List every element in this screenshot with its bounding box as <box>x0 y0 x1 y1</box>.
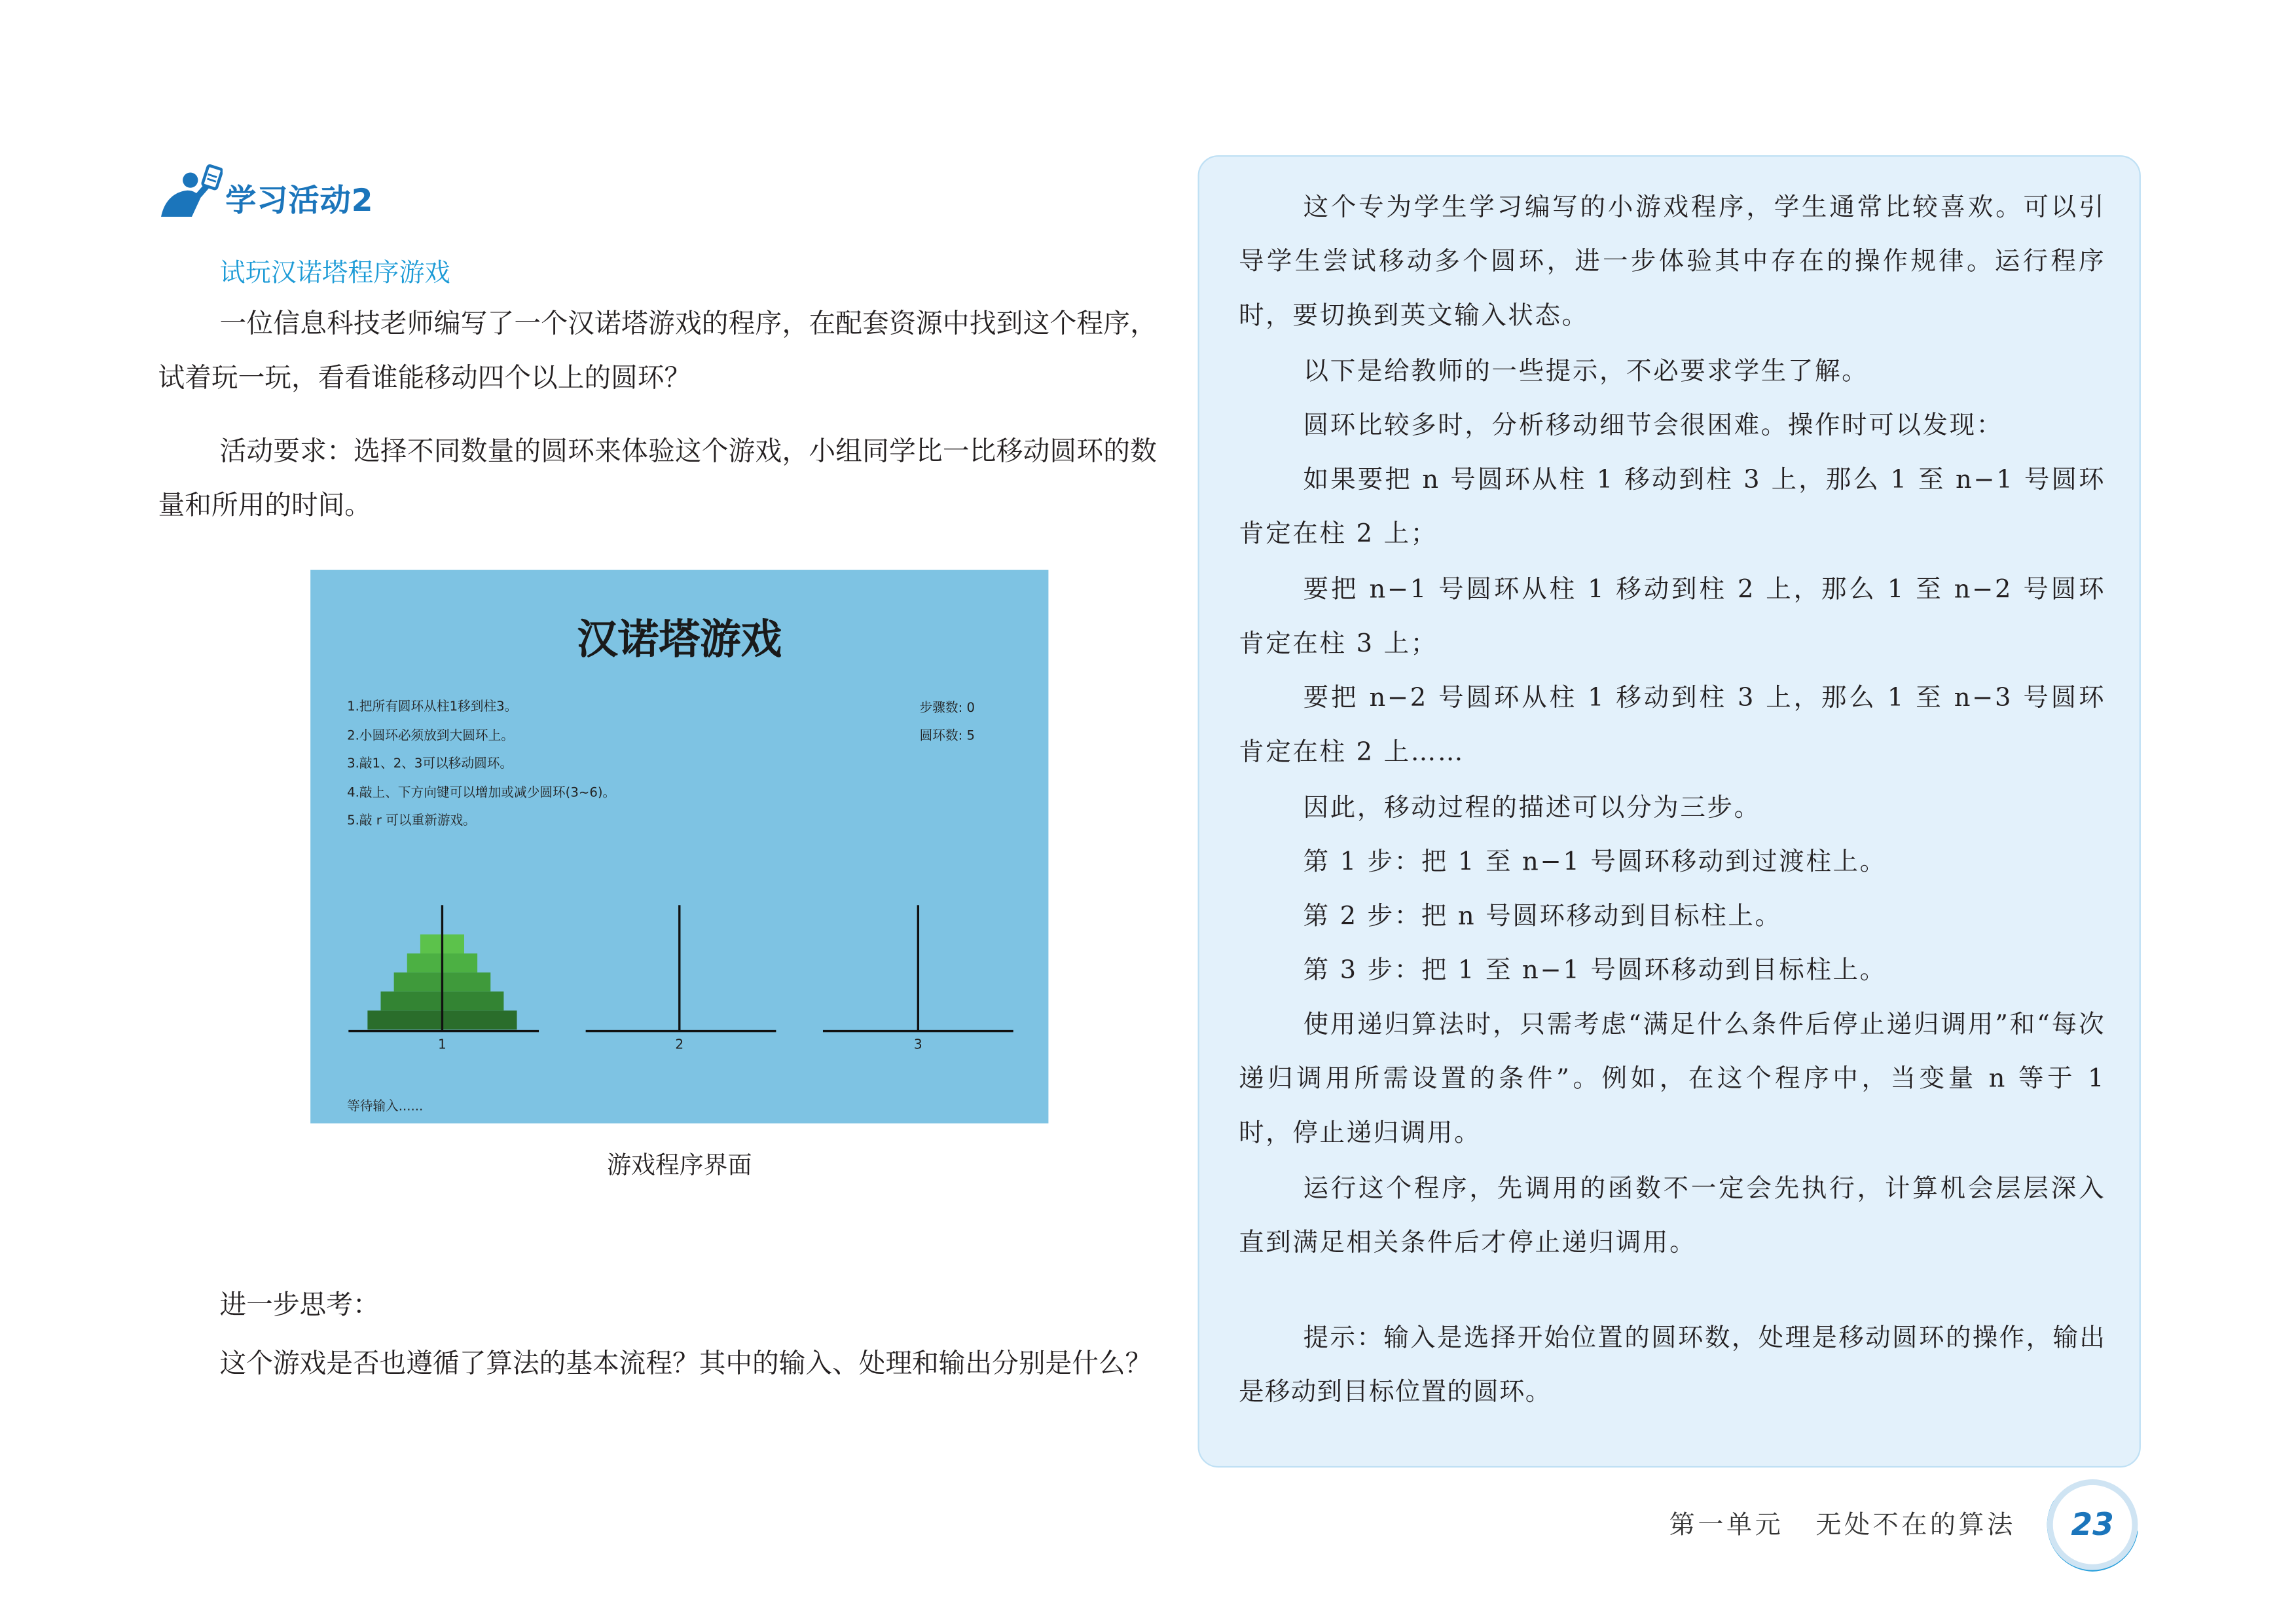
pole-label-1: 1 <box>438 1038 446 1054</box>
note-para-1 <box>1239 181 2105 345</box>
footer-chapter: 无处不在的算法 <box>1815 1511 2016 1541</box>
footer-unit: 第一单元 <box>1669 1511 1784 1541</box>
note-step-1 <box>1239 836 2105 891</box>
think-question-paragraph <box>158 1337 1157 1392</box>
step-counter: 步骤数: 0 <box>919 701 975 716</box>
note-text: 第 2 步：把 n 号圆环移动到目标柱上。 <box>1303 902 1782 932</box>
hanoi-game-screenshot <box>310 570 1048 1123</box>
note-text: 因此，移动过程的描述可以分为三步。 <box>1303 794 1761 823</box>
note-text: 以下是给教师的一些提示，不必要求学生了解。 <box>1303 357 1869 387</box>
figure-caption: 游戏程序界面 <box>607 1151 752 1179</box>
requirement-text: 活动要求：选择不同数量的圆环来体验这个游戏，小组同学比一比移动圆环的数量和所用的时间。 <box>158 436 1157 522</box>
page-number-badge <box>2047 1479 2138 1570</box>
student-activity-icon <box>158 164 223 219</box>
note-text: 这个专为学生学习编写的小游戏程序，学生通常比较喜欢。可以引导学生尝试移动多个圆环，进一步体验其中存在的操作规律。运行程序时，要切换到英文输入状态。 <box>1239 193 2106 332</box>
note-text: 要把 n−2 号圆环从柱 1 移动到柱 3 上，那么 1 至 n−3 号圆环肯定在柱 2 上…… <box>1239 684 2106 768</box>
pole-label-3: 3 <box>913 1038 922 1054</box>
note-text: 使用递归算法时，只需考虑“满足什么条件后停止递归调用”和“每次递归调用所需设置的条件”。例如，在这个程序中，当变量 n 等于 1 时，停止递归调用。 <box>1239 1010 2106 1149</box>
note-text: 要把 n−1 号圆环从柱 1 移动到柱 2 上，那么 1 至 n−2 号圆环肯定在柱 3 上； <box>1239 575 2106 659</box>
note-para-7 <box>1239 782 2105 836</box>
page-number: 23 <box>2071 1507 2114 1543</box>
note-text: 第 1 步：把 1 至 n−1 号圆环移动到过渡柱上。 <box>1303 847 1887 877</box>
note-hint-text: 提示：输入是选择开始位置的圆环数，处理是移动圆环的操作，输出是移动到目标位置的圆环。 <box>1239 1323 2106 1408</box>
note-para-6 <box>1239 673 2105 781</box>
activity-subtitle: 试玩汉诺塔程序游戏 <box>219 259 450 289</box>
page-footer <box>1669 1505 2016 1542</box>
game-rule: 4.敲上、下方向键可以增加或减少圆环(3~6)。 <box>347 785 616 801</box>
note-step-2 <box>1239 891 2105 945</box>
game-rule: 5.敲 r 可以重新游戏。 <box>347 814 476 829</box>
note-hint <box>1239 1312 2105 1421</box>
note-para-5 <box>1239 564 2105 673</box>
note-text: 圆环比较多时，分析移动细节会很困难。操作时可以发现： <box>1303 411 2003 441</box>
game-rule: 3.敲1、2、3可以移动圆环。 <box>347 757 513 772</box>
note-para-execution <box>1239 1163 2105 1272</box>
game-title: 汉诺塔游戏 <box>577 615 782 664</box>
intro-text: 一位信息科技老师编写了一个汉诺塔游戏的程序，在配套资源中找到这个程序，试着玩一玩，看看谁能移动四个以上的圆环？ <box>158 308 1157 394</box>
ring-counter: 圆环数: 5 <box>919 729 975 745</box>
pole-label-2: 2 <box>675 1038 684 1054</box>
note-text: 第 3 步：把 1 至 n−1 号圆环移动到目标柱上。 <box>1303 956 1887 986</box>
note-text: 运行这个程序，先调用的函数不一定会先执行，计算机会层层深入直到满足相关条件后才停止递归调用。 <box>1239 1174 2106 1259</box>
think-question: 这个游戏是否也遵循了算法的基本流程？其中的输入、处理和输出分别是什么？ <box>219 1348 1152 1380</box>
requirement-paragraph <box>158 425 1157 534</box>
game-status: 等待输入...... <box>347 1099 424 1115</box>
intro-paragraph <box>158 297 1157 406</box>
note-para-2 <box>1239 346 2105 400</box>
think-label-paragraph <box>158 1279 1157 1333</box>
think-label: 进一步思考： <box>219 1290 380 1321</box>
game-rule: 2.小圆环必须放到大圆环上。 <box>347 728 514 744</box>
game-rule: 1.把所有圆环从柱1移到柱3。 <box>347 700 518 715</box>
note-para-recursion <box>1239 999 2105 1162</box>
note-para-4 <box>1239 454 2105 563</box>
note-text: 如果要把 n 号圆环从柱 1 移动到柱 3 上，那么 1 至 n−1 号圆环肯定在柱 2 上； <box>1239 466 2106 550</box>
activity-title: 学习活动2 <box>225 183 374 219</box>
note-para-3 <box>1239 400 2105 454</box>
note-step-3 <box>1239 945 2105 999</box>
